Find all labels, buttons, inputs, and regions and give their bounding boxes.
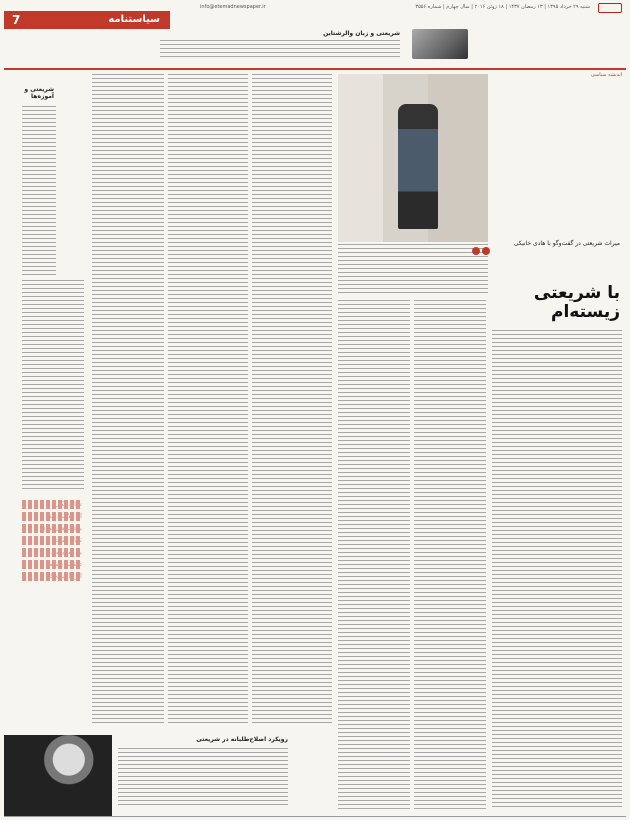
page-number: 7 [12,13,21,27]
footer-divider [4,816,626,817]
newspaper-logo [598,3,622,13]
author-bio-text [160,40,400,58]
article-column-4 [338,300,410,810]
section-kicker: اندیشه سیاسی [590,72,622,78]
newspaper-email: info@etemadnewspaper.ir [200,4,266,10]
bottom-box-title: رویکرد اصلاح‌طلبانه در شریعتی [196,736,288,743]
article-column-5 [414,300,486,810]
portrait-photo [4,735,112,817]
pull-quote-line: این است که [22,572,82,581]
photo-caption [338,244,488,296]
quote-icon [470,240,492,258]
author-box-title: شریعتی و زبان والرشتاین [323,30,400,37]
section-divider [4,68,626,70]
bottom-box-text [118,748,288,808]
pull-quote-line: داشته باشم [22,560,82,569]
left-column-text [22,106,56,276]
pull-quote-line: به شریعتی [22,548,82,557]
section-title: سیاستنامه [108,14,160,25]
section-bar [4,11,170,29]
article-column-6 [492,330,622,810]
left-column-title: شریعتی و آموزه‌ها [24,86,54,100]
author-photo [412,29,468,59]
issue-date: شنبه ۲۹ خرداد ۱۳۹۵ | ۱۳ رمضان ۱۴۳۷ | ۱۸ ژوئن ۲۰۱۶ | سال چهارم | شماره ۳۵۵۶ [415,4,590,10]
pull-quote-line: نگاه مثبت [22,536,82,545]
pull-quote-line: از دلایلی که [22,512,82,521]
article-headline: با شریعتی زیسته‌ام [533,283,620,322]
left-column-text-2 [22,280,84,490]
interview-photo [338,74,488,242]
article-column-1 [92,74,164,724]
article-column-2 [168,74,248,724]
article-column-3 [252,74,332,724]
pull-quote-line: باعث می‌شود [22,524,82,533]
pull-quote-line: شاید یکی [22,500,82,509]
pull-quote [22,500,82,584]
interviewee-figure [398,104,438,229]
article-subhead: میراث شریعتی در گفت‌وگو با هادی خانیکی [513,240,620,247]
author-box [150,28,470,60]
